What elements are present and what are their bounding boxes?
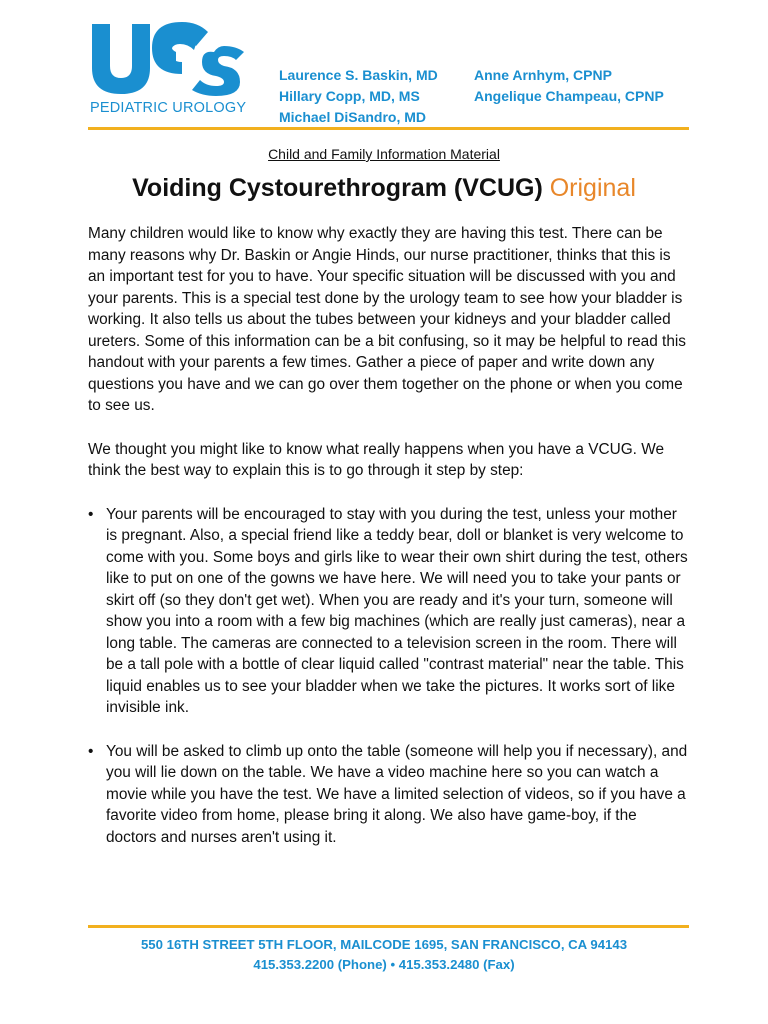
- list-item-text: Your parents will be encouraged to stay with you during the test, unless your mother is pregnant. Also, a special friend like a teddy bear, doll or blanket is very welcome to come with you. Some boys and girls like to wear their own shirt during the test, others like to put on one of the gowns we have here. We will need you to take your pants or skirt off (so they don't get wet). When you are ready and it's your turn, someone will show you into a room with a few big machines (which are really just cameras), near a long table. The cameras are connected to a television screen in the room. There will be a tall pole with a bottle of clear liquid called "contrast material" near the table. This liquid enables us to see your bladder when we take the pictures. It works sort of like invisible ink.: [106, 505, 688, 716]
- staff-name: Anne Arnhym, CPNP: [474, 67, 612, 83]
- document-body: [88, 223, 688, 870]
- staff-column-2: [474, 65, 664, 107]
- header-divider: [88, 127, 689, 130]
- page-title: [0, 174, 768, 203]
- ucsf-logo-mark: [90, 22, 248, 96]
- staff-name: Angelique Champeau, CPNP: [474, 88, 664, 104]
- footer: [0, 935, 768, 975]
- title-tag: Original: [549, 174, 636, 202]
- staff-name: Hillary Copp, MD, MS: [279, 88, 420, 104]
- letterhead: [88, 22, 688, 132]
- footer-phones: 415.353.2200 (Phone) • 415.353.2480 (Fax): [253, 957, 515, 972]
- bullet-icon: •: [88, 742, 94, 760]
- ucsf-logo: [88, 22, 260, 122]
- list-item: [88, 741, 688, 849]
- footer-address: 550 16TH STREET 5TH FLOOR, MAILCODE 1695, SAN FRANCISCO, CA 94143: [140, 937, 628, 952]
- staff-name: Michael DiSandro, MD: [279, 109, 427, 125]
- list-item-text: You will be asked to climb up onto the table (someone will help you if necessary), and you will lie down on the table. We have a video machine here so you can watch a movie while you have the test. We have a limited selection of videos, so if you have a favorite video from home, please bring it along. We also have game-boy, if the doctors and nurses aren't using it.: [106, 742, 688, 846]
- footer-divider: [88, 925, 689, 928]
- bullet-icon: •: [88, 505, 94, 523]
- logo-subtitle: PEDIATRIC UROLOGY: [90, 100, 247, 116]
- paragraph: Many children would like to know why exactly they are having this test. There can be many reasons why Dr. Baskin or Angie Hinds, our nurse practitioner, thinks that this is an important test for you to have. Your specific situation will be discussed with you and your parents. This is a special test done by the urology team to see how your bladder is working. It also tells us about the tubes between your kidneys and your bladder called ureters. Some of this information can be a bit confusing, so it may be helpful to read this handout with your parents a few times. Gather a piece of paper and write down any questions you have and we can go over them together on the phone or when you come to see us.: [88, 225, 686, 414]
- document-type: Child and Family Information Material: [268, 146, 500, 162]
- paragraph: We thought you might like to know what really happens when you have a VCUG. We think the best way to explain this is to go through it step by step:: [88, 440, 665, 479]
- staff-name: Laurence S. Baskin, MD: [279, 67, 438, 83]
- title-main: Voiding Cystourethrogram (VCUG): [132, 174, 543, 202]
- staff-column-1: [279, 65, 438, 128]
- list-item: [88, 504, 688, 719]
- bullet-list: [88, 504, 688, 849]
